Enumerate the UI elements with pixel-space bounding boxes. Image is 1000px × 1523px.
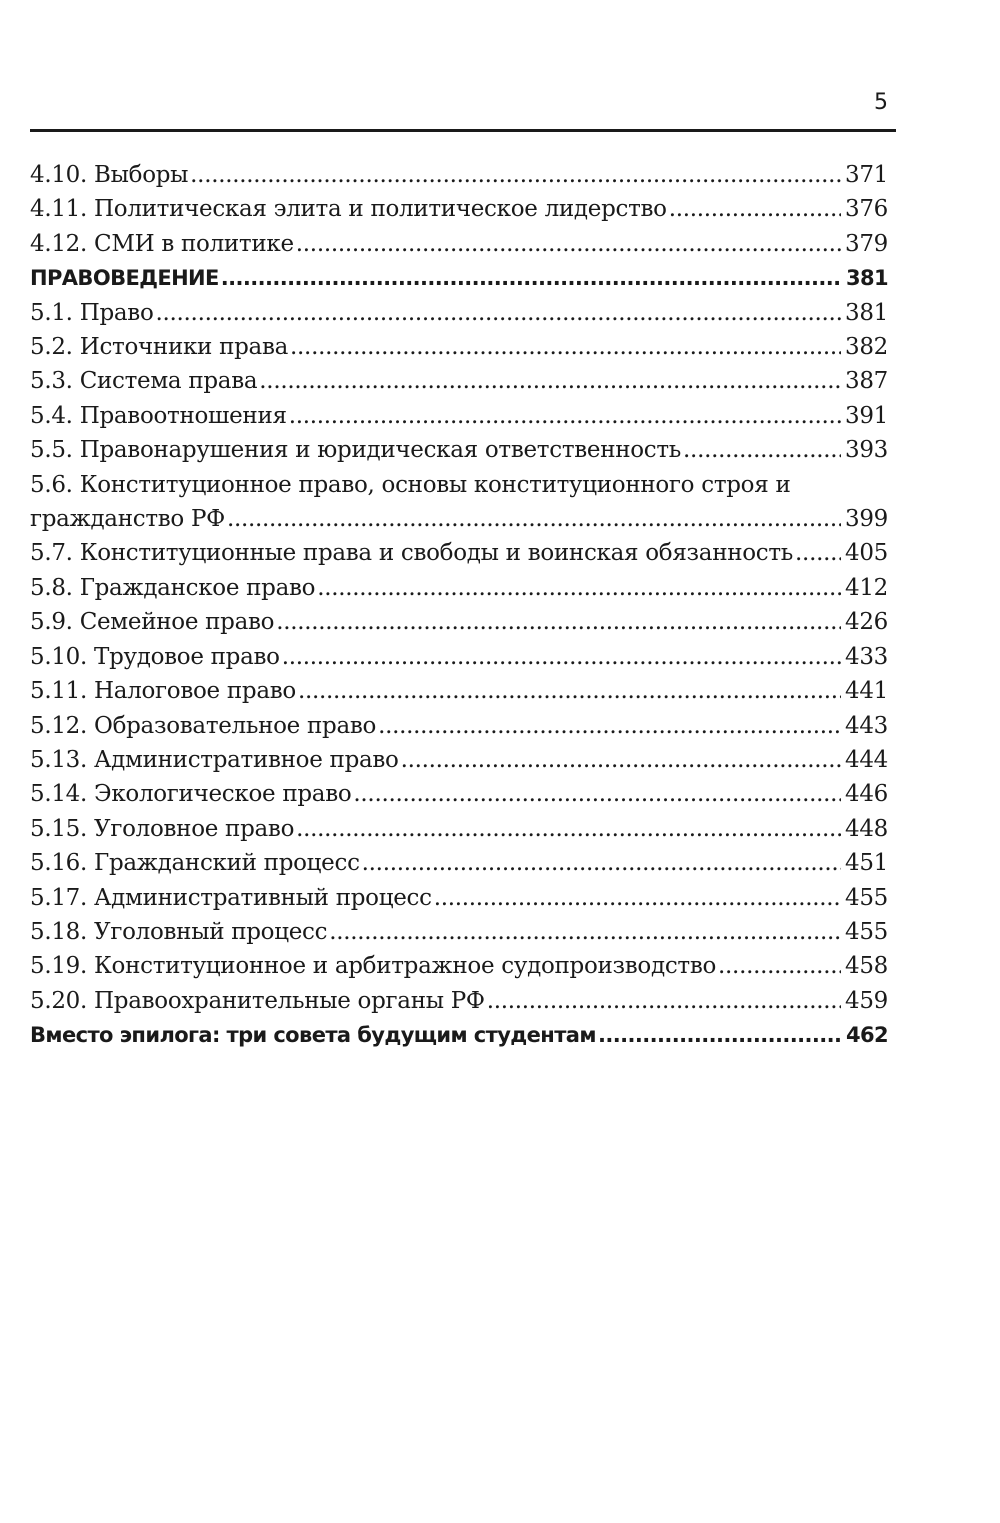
toc-entry-4-10	[30, 158, 888, 192]
toc-entry-5-7	[30, 536, 888, 570]
toc-entry-page: 405	[845, 540, 888, 567]
toc-entry-page: 387	[845, 368, 888, 395]
toc-entry-5-4	[30, 399, 888, 433]
toc-entry-page: 399	[845, 506, 888, 533]
toc-entry-page: 458	[845, 953, 888, 980]
toc-entry-5-13	[30, 743, 888, 777]
toc-entry-5-19	[30, 949, 888, 983]
dot-leader	[298, 674, 841, 708]
dot-leader	[289, 399, 841, 433]
toc-entry-page: 391	[845, 402, 888, 429]
toc-entry-title: 5.11. Налоговое право	[30, 678, 296, 705]
toc-entry-page: 382	[845, 334, 888, 361]
toc-entry-title: 5.9. Семейное право	[30, 609, 275, 636]
dot-leader	[362, 846, 841, 880]
dot-leader	[669, 192, 841, 226]
toc-entry-title-line2: гражданство РФ	[30, 506, 225, 533]
toc-entry-title: 5.17. Административный процесс	[30, 884, 432, 911]
dot-leader	[401, 743, 841, 777]
dot-leader	[296, 812, 841, 846]
toc-entry-page: 459	[845, 987, 888, 1014]
toc-section-title: ПРАВОВЕДЕНИЕ	[30, 266, 219, 291]
dot-leader	[329, 915, 841, 949]
toc-entry-title: 5.1. Право	[30, 299, 154, 326]
toc-entry-5-12	[30, 709, 888, 743]
table-of-contents	[30, 158, 888, 1053]
toc-entry-title: 5.10. Трудовое право	[30, 643, 280, 670]
toc-entry-title: 5.19. Конституционное и арбитражное судопроизводство	[30, 953, 717, 980]
toc-entry-5-6	[30, 468, 888, 537]
toc-entry-5-2	[30, 330, 888, 364]
toc-entry-5-5	[30, 433, 888, 467]
dot-leader	[795, 536, 841, 570]
toc-entry-page: 412	[845, 574, 888, 601]
toc-entry-second-line	[30, 502, 888, 536]
toc-entry-4-12	[30, 227, 888, 261]
toc-entry-title: 4.11. Политическая элита и политическое лидерство	[30, 196, 667, 223]
dot-leader	[156, 296, 842, 330]
dot-leader	[290, 330, 841, 364]
toc-entry-5-11	[30, 674, 888, 708]
toc-entry-5-20	[30, 984, 888, 1018]
dot-leader	[718, 949, 841, 983]
toc-entry-5-16	[30, 846, 888, 880]
toc-entry-page: 433	[845, 643, 888, 670]
dot-leader	[227, 502, 841, 536]
toc-entry-5-1	[30, 296, 888, 330]
toc-entry-title-line1: 5.6. Конституционное право, основы конституционного строя и	[30, 471, 791, 498]
toc-entry-page: 441	[845, 678, 888, 705]
toc-entry-page: 446	[845, 781, 888, 808]
toc-entry-title: 5.18. Уголовный процесс	[30, 918, 328, 945]
dot-leader	[276, 605, 841, 639]
dot-leader	[317, 571, 841, 605]
toc-entry-page: 371	[845, 162, 888, 188]
dot-leader	[353, 777, 841, 811]
toc-section-title: Вместо эпилога: три совета будущим студентам	[30, 1023, 596, 1048]
dot-leader	[434, 881, 841, 915]
toc-entry-page: 455	[845, 884, 888, 911]
dot-leader	[378, 709, 841, 743]
toc-entry-title: 4.12. СМИ в политике	[30, 230, 294, 257]
toc-entry-page: 379	[845, 230, 888, 257]
toc-entry-title: 5.4. Правоотношения	[30, 402, 287, 429]
dot-leader	[598, 1018, 842, 1052]
dot-leader	[259, 364, 841, 398]
toc-entry-5-18	[30, 915, 888, 949]
toc-entry-title: 5.8. Гражданское право	[30, 574, 316, 601]
dot-leader	[221, 261, 842, 295]
toc-entry-page: 381	[845, 266, 888, 291]
toc-entry-5-3	[30, 364, 888, 398]
toc-entry-title: 5.2. Источники права	[30, 334, 289, 361]
toc-entry-page: 443	[845, 712, 888, 739]
dot-leader	[487, 984, 841, 1018]
toc-entry-page: 455	[845, 918, 888, 945]
toc-entry-5-9	[30, 605, 888, 639]
toc-entry-title: 5.20. Правоохранительные органы РФ	[30, 987, 485, 1014]
dot-leader	[282, 640, 841, 674]
toc-section-pravovedenie	[30, 261, 888, 295]
toc-entry-title: 5.5. Правонарушения и юридическая ответственность	[30, 437, 682, 464]
dot-leader	[683, 433, 841, 467]
toc-entry-page: 451	[845, 850, 888, 877]
dot-leader	[296, 227, 841, 261]
toc-entry-page: 448	[845, 815, 888, 842]
toc-entry-title: 4.10. Выборы	[30, 162, 189, 188]
dot-leader	[190, 158, 841, 192]
toc-entry-title: 5.15. Уголовное право	[30, 815, 295, 842]
header-rule	[30, 129, 896, 132]
toc-entry-page: 444	[845, 746, 888, 773]
toc-entry-5-15	[30, 812, 888, 846]
toc-entry-title: 5.14. Экологическое право	[30, 781, 352, 808]
toc-entry-5-8	[30, 571, 888, 605]
toc-section-epilogue	[30, 1018, 888, 1052]
toc-entry-title: 5.13. Административное право	[30, 746, 399, 773]
toc-entry-title: 5.7. Конституционные права и свободы и воинская обязанность	[30, 540, 794, 567]
page-number: 5	[874, 90, 888, 115]
toc-entry-page: 426	[845, 609, 888, 636]
toc-entry-5-17	[30, 881, 888, 915]
toc-entry-4-11	[30, 192, 888, 226]
toc-entry-page: 462	[845, 1023, 888, 1048]
toc-entry-page: 393	[845, 437, 888, 464]
toc-entry-title: 5.3. Система права	[30, 368, 258, 395]
toc-entry-title: 5.12. Образовательное право	[30, 712, 377, 739]
toc-entry-5-10	[30, 640, 888, 674]
toc-entry-page: 376	[845, 196, 888, 223]
toc-entry-page: 381	[845, 299, 888, 326]
toc-entry-5-14	[30, 777, 888, 811]
toc-entry-title: 5.16. Гражданский процесс	[30, 850, 360, 877]
